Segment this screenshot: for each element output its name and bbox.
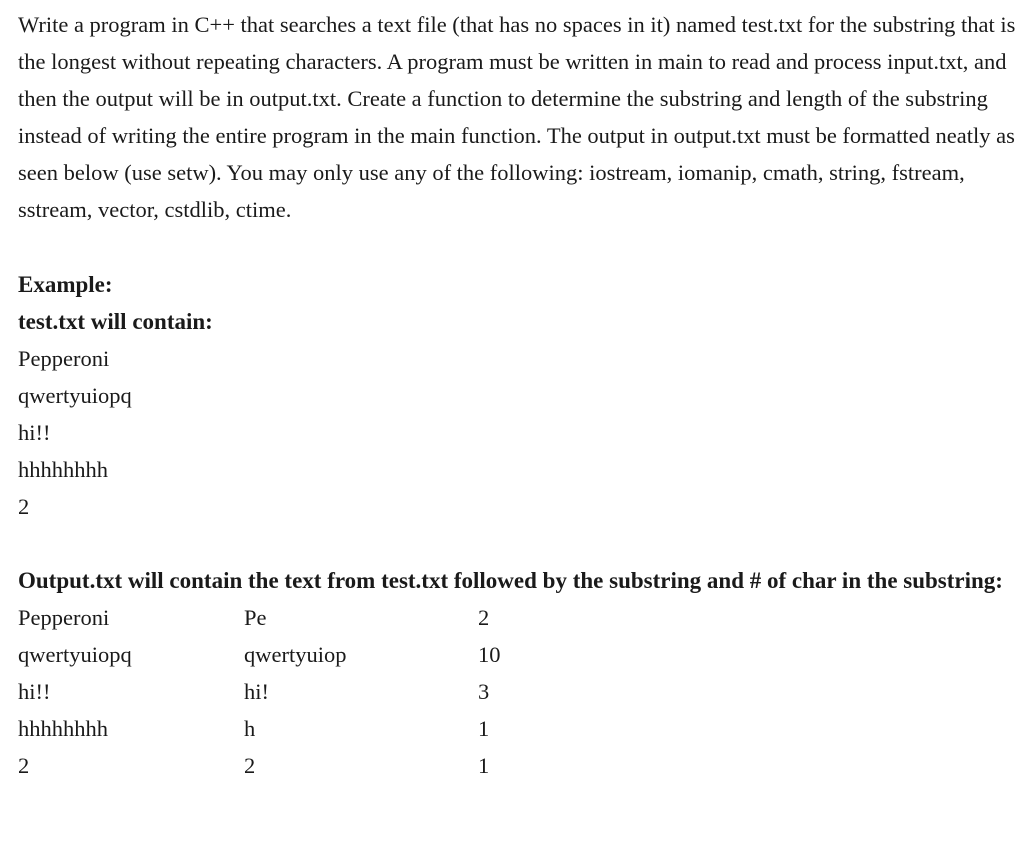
output-substring-cell: hi! bbox=[244, 679, 269, 704]
table-row bbox=[18, 747, 578, 784]
table-row bbox=[18, 599, 578, 636]
output-input-cell: 2 bbox=[18, 753, 30, 778]
test-line: hhhhhhhh bbox=[18, 457, 108, 482]
output-table bbox=[18, 599, 578, 784]
test-line: Pepperoni bbox=[18, 346, 110, 371]
test-file-contents bbox=[18, 340, 1024, 525]
test-line: 2 bbox=[18, 494, 30, 519]
output-length-cell: 1 bbox=[478, 716, 490, 741]
output-input-cell: qwertyuiopq bbox=[18, 642, 132, 667]
output-length-cell: 2 bbox=[478, 605, 490, 630]
output-substring-cell: 2 bbox=[244, 753, 256, 778]
output-substring-cell: qwertyuiop bbox=[244, 642, 347, 667]
output-input-cell: hi!! bbox=[18, 679, 51, 704]
test-line: qwertyuiopq bbox=[18, 383, 132, 408]
output-length-cell: 3 bbox=[478, 679, 490, 704]
output-substring-cell: h bbox=[244, 716, 256, 741]
spacer bbox=[18, 228, 1024, 266]
problem-statement: Write a program in C++ that searches a text file (that has no spaces in it) named test.txt for the substring that is the longest without repeating characters. A program must be written in main to read and process input.txt, and then the output will be in output.txt. Create a function to determine the substring and length of the substring instead of writing the entire program in the main function. The output in output.txt must be formatted neatly as seen below (use setw). You may only use any of the following: iostream, iomanip, cmath, string, fstream, sstream, vector, cstdlib, ctime. bbox=[18, 12, 1016, 222]
output-substring-cell: Pe bbox=[244, 605, 267, 630]
table-row bbox=[18, 710, 578, 747]
test-line: hi!! bbox=[18, 420, 51, 445]
test-file-heading: test.txt will contain: bbox=[18, 309, 213, 334]
table-row bbox=[18, 673, 578, 710]
output-input-cell: hhhhhhhh bbox=[18, 716, 108, 741]
table-row bbox=[18, 636, 578, 673]
spacer bbox=[18, 525, 1024, 562]
example-heading: Example: bbox=[18, 272, 113, 297]
output-length-cell: 10 bbox=[478, 642, 501, 667]
output-length-cell: 1 bbox=[478, 753, 490, 778]
output-input-cell: Pepperoni bbox=[18, 605, 110, 630]
output-file-heading: Output.txt will contain the text from test.txt followed by the substring and # of char in the substring: bbox=[18, 568, 1003, 593]
